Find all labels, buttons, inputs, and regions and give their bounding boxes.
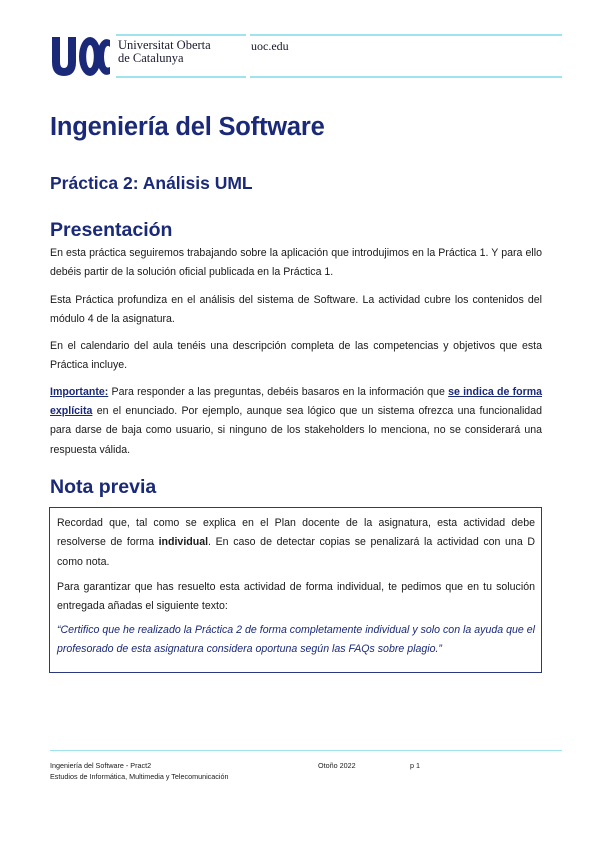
important-paragraph [50,383,542,460]
explicit-emphasis: se indica de forma explícita [50,386,543,418]
page-title: Ingeniería del Software [50,113,325,141]
header-rule [250,76,562,78]
university-name [118,39,211,65]
footer-rule [50,750,562,751]
note-paragraph-1 [57,514,535,572]
note-heading: Nota previa [50,476,157,498]
university-name-line2: de Catalunya [118,51,184,65]
header-rule [250,34,562,36]
note-text-b: . En caso de detectar copias se penalizará la actividad con una D como nota. [57,536,535,568]
footer-course-line2: Estudios de Informática, Multimedia y Telecomunicación [50,772,229,781]
important-text-a: Para responder a las preguntas, debéis basaros en la información que [108,386,449,398]
page-header [50,34,562,82]
note-paragraph-2: Para garantizar que has resuelto esta actividad de forma individual, te pedimos que en tu solución entregada añadas el siguiente texto: [57,581,535,613]
footer-course-line1: Ingeniería del Software - Pract2 [50,761,152,770]
footer-course [50,760,228,782]
site-link[interactable]: uoc.edu [251,39,289,53]
page-subtitle: Práctica 2: Análisis UML [50,173,253,193]
header-rule [116,34,246,36]
uoc-logo-icon [50,36,110,78]
presentation-paragraph-1: En esta práctica seguiremos trabajando sobre la aplicación que introdujimos en la Práctica 1. Y para ello debéis partir de la solución oficial publicada en la Práctica 1. [50,247,542,279]
footer-term: Otoño 2022 [318,761,356,770]
important-label: Importante: [50,386,109,398]
header-rule [116,76,246,78]
certification-quote: “Certifico que he realizado la Práctica 2 de forma completamente individual y solo con la ayuda que el profesorado de esta asignatura considera oportuna según las FAQs sobre plagio.” [57,624,535,656]
university-name-line1: Universitat Oberta [118,38,211,52]
note-text-a: Recordad que, tal como se explica en el Plan docente de la asignatura, esta actividad debe resolverse de forma [57,517,535,549]
presentation-paragraph-3: En el calendario del aula tenéis una descripción completa de las competencias y objetivos que esta Práctica incluye. [50,340,542,372]
important-text-b: en el enunciado. Por ejemplo, aunque sea lógico que un sistema ofrezca una funcionalidad para darse de baja como usuario, si ninguno de los stakeholders lo menciona, no se considerará una respuesta válida. [50,405,542,456]
presentation-heading: Presentación [50,219,173,241]
note-individual: individual [158,536,209,549]
note-box [49,507,542,673]
footer-page-number: p 1 [410,761,420,770]
presentation-paragraph-2: Esta Práctica profundiza en el análisis del sistema de Software. La actividad cubre los contenidos del módulo 4 de la asignatura. [50,294,542,326]
